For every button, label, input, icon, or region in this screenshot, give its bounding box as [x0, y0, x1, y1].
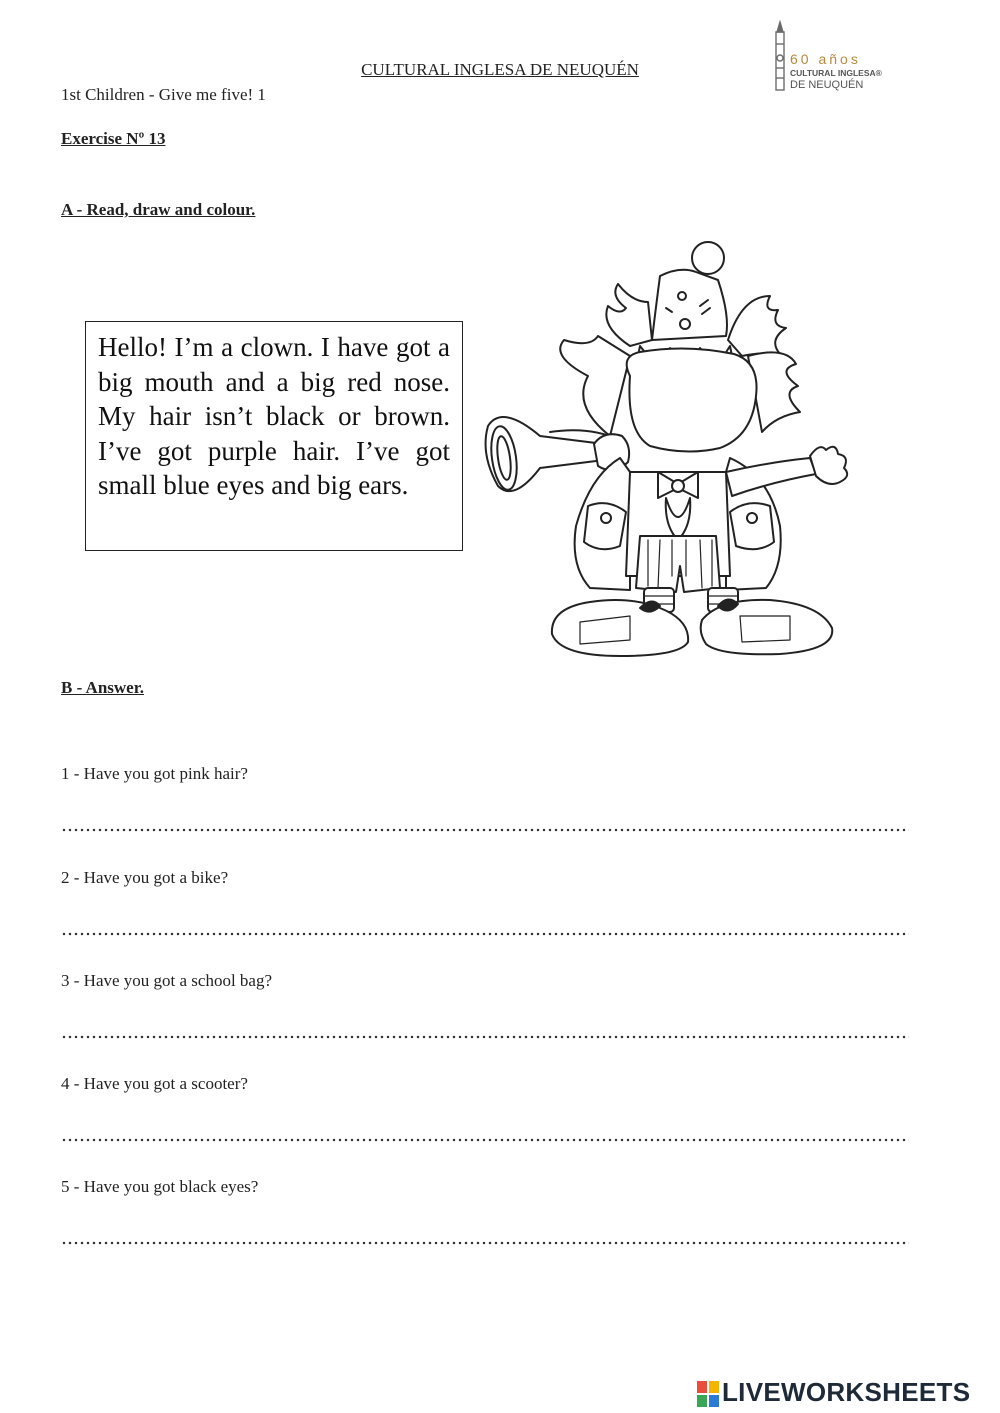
- question-5: 5 - Have you got black eyes?: [61, 1177, 259, 1196]
- school-title: CULTURAL INGLESA DE NEUQUÉN: [361, 60, 639, 79]
- answer-line-1[interactable]: [61, 828, 909, 832]
- section-b-heading: B - Answer.: [61, 678, 144, 697]
- answer-line-4[interactable]: [61, 1138, 909, 1142]
- question-1: 1 - Have you got pink hair?: [61, 764, 248, 783]
- answer-line-5[interactable]: [61, 1241, 909, 1245]
- course-name: 1st Children - Give me five! 1: [61, 85, 266, 104]
- question-2: 2 - Have you got a bike?: [61, 868, 229, 887]
- question-4: 4 - Have you got a scooter?: [61, 1074, 248, 1093]
- exercise-title: Exercise Nº 13: [61, 129, 166, 148]
- reading-text: Hello! I’m a clown. I have got a big mouth and a big red nose. My hair isn’t black or brown. I’ve got purple hair. I’ve got small blue eyes and big ears.: [98, 332, 450, 500]
- logo-city: DE NEUQUÉN: [790, 79, 864, 91]
- answer-line-3[interactable]: [61, 1035, 909, 1039]
- clown-illustration: [480, 236, 865, 668]
- school-logo: [768, 20, 888, 92]
- answer-line-2[interactable]: [61, 932, 909, 936]
- liveworksheets-icon: [697, 1381, 719, 1407]
- section-a-heading: A - Read, draw and colour.: [61, 200, 256, 219]
- logo-anniversary: 60 años: [790, 51, 861, 67]
- tower-icon: [776, 22, 784, 90]
- reading-box: [85, 321, 463, 551]
- logo-name: CULTURAL INGLESA®: [790, 68, 882, 78]
- question-3: 3 - Have you got a school bag?: [61, 971, 273, 990]
- liveworksheets-brand[interactable]: LIVEWORKSHEETS: [722, 1377, 971, 1407]
